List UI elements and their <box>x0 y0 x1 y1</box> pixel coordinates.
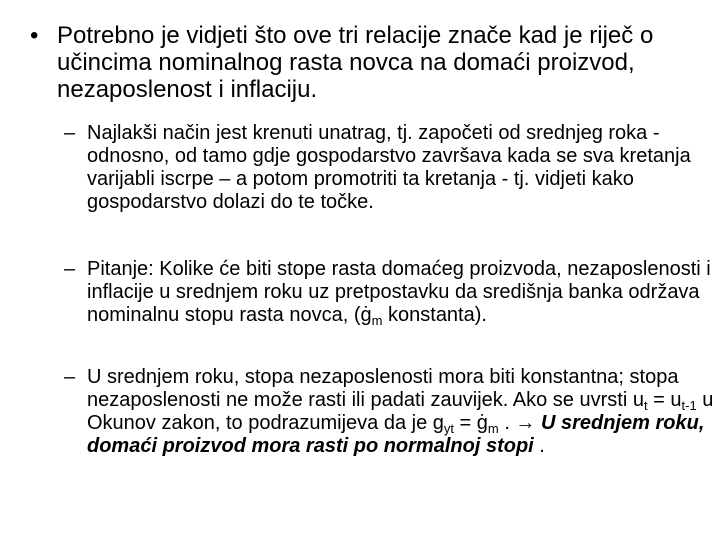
sub-bullet-3-emphasis: U srednjem roku, domaći proizvod mora rasti po normalnoj stopi <box>87 412 705 457</box>
sub-bullet-2 <box>64 258 714 327</box>
sub-bullet-2-text <box>87 258 714 327</box>
sub-bullet-3-part: u Okunov zakon, to podrazumijeva da je g <box>87 389 714 434</box>
bullet-dash-icon: – <box>64 366 76 388</box>
sub-bullet-3-end: . <box>533 435 545 457</box>
sub-bullet-2-main: Pitanje: Kolike će biti stope rasta domaćeg proizvoda, nezaposlenosti i inflacije u srednjem roku uz pretpostavku da središnja banka održava nominalnu stopu rasta novca, (ġ <box>87 258 711 326</box>
sub-bullet-3-text <box>87 366 714 458</box>
sub-bullet-3-part: U srednjem roku, stopa nezaposlenosti mora biti konstantna; stopa nezaposlenosti ne može rasti ili padati zauvijek. Ako se uvrsti u <box>87 366 679 411</box>
bullet-dash-icon: – <box>64 258 76 280</box>
subscript-t: t <box>643 398 648 413</box>
main-bullet <box>30 22 700 103</box>
bullet-dot-icon: • <box>30 22 39 49</box>
sub-bullet-3-part: = ġ <box>454 412 488 434</box>
sub-bullet-1 <box>64 122 714 214</box>
bullet-dash-icon: – <box>64 122 76 144</box>
subscript-yt: yt <box>443 421 454 436</box>
subscript-m: m <box>487 421 499 436</box>
sub-bullet-2-tail: konstanta). <box>382 304 487 326</box>
sub-bullet-3 <box>64 366 714 458</box>
subscript-m: m <box>371 313 383 328</box>
sub-bullet-3-part: = u <box>647 389 682 411</box>
main-bullet-text: Potrebno je vidjeti što ove tri relacije znače kad je riječ o učincima nominalnog rasta novca na domaći proizvod, nezaposlenost i inflaciju. <box>57 22 654 103</box>
sub-bullet-3-arrow: . → <box>498 412 541 434</box>
sub-bullet-1-text: Najlakši način jest krenuti unatrag, tj. započeti od srednjeg roka - odnosno, od tamo gdje gospodarstvo završava kada se sva kretanja varijabli iscrpe – a potom promotriti ta kretanja - tj. vidjeti kako gospodarstvo dolazi do te točke. <box>87 122 691 213</box>
subscript-t-1: t-1 <box>681 398 697 413</box>
